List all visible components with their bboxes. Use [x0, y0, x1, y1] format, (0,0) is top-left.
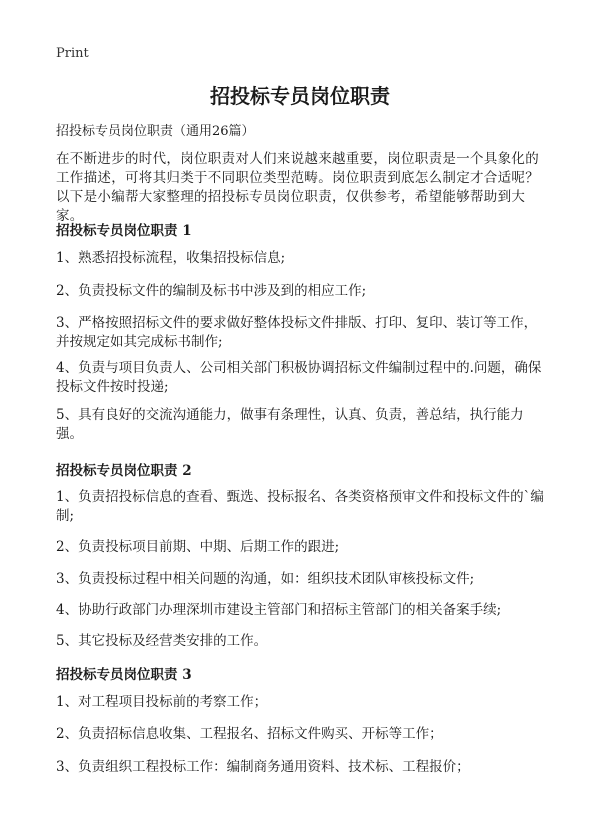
list-item: 1、熟悉招投标流程，收集招投标信息; [56, 250, 286, 266]
list-item: 4、协助行政部门办理深圳市建设主管部门和招标主管部门的相关备案手续; [56, 602, 502, 618]
list-item: 1、对工程项目投标前的考察工作； [56, 694, 268, 710]
list-item: 2、负责招标信息收集、工程报名、招标文件购买、开标等工作； [56, 726, 443, 742]
section-heading-2: 招投标专员岗位职责 2 [56, 463, 192, 479]
section-heading-1: 招投标专员岗位职责 1 [56, 223, 192, 239]
intro-paragraph: 在不断进步的时代，岗位职责对人们来说越来越重要，岗位职责是一个具象化的工作描述，可将其归类于不同职位类型范畴。岗位职责到底怎么制定才合适呢？以下是小编帮大家整理的招投标专员岗位职责，仅供参考，希望能够帮助到大家。 [56, 151, 539, 224]
document-title: 招投标专员岗位职责 [210, 84, 390, 108]
list-item: 3、负责组织工程投标工作：编制商务通用资料、技术标、工程报价； [56, 759, 470, 775]
list-item: 2、负责投标文件的编制及标书中涉及到的相应工作; [56, 283, 367, 299]
section-heading-3: 招投标专员岗位职责 3 [56, 667, 192, 683]
list-item: 1、负责招投标信息的查看、甄选、投标报名、各类资格预审文件和投标文件的`编制; [56, 489, 544, 524]
list-item: 5、具有良好的交流沟通能力，做事有条理性，认真、负责，善总结，执行能力强。 [56, 407, 524, 442]
list-item: 5、其它投标及经营类安排的工作。 [56, 633, 268, 649]
document-subtitle: 招投标专员岗位职责（通用26篇） [56, 124, 255, 139]
print-label[interactable]: Print [56, 46, 89, 61]
list-item: 4、负责与项目负责人、公司相关部门积极协调招标文件编制过程中的.问题，确保投标文件按时投递; [56, 360, 542, 395]
list-item: 2、负责投标项目前期、中期、后期工作的跟进; [56, 539, 340, 555]
list-item: 3、负责投标过程中相关问题的沟通，如：组织技术团队审核投标文件; [56, 571, 475, 587]
list-item: 3、严格按照招标文件的要求做好整体投标文件排版、打印、复印、装订等工作，并按规定如其完成标书制作; [56, 315, 538, 350]
